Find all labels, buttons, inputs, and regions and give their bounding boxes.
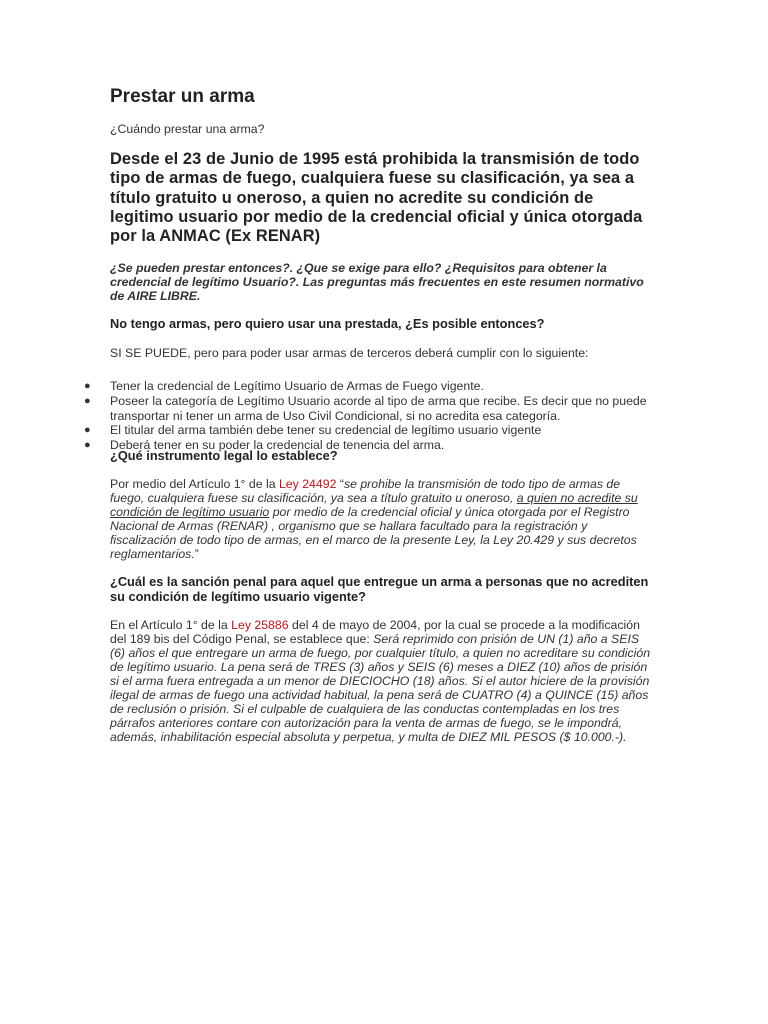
answer-2-quote-close: ” bbox=[194, 547, 199, 562]
ley-24492-link[interactable]: Ley 24492 bbox=[278, 477, 337, 492]
bullet-icon: ● bbox=[84, 424, 91, 437]
lead-paragraph: Desde el 23 de Junio de 1995 está prohibida la transmisión de todo tipo de armas de fuego, cualquiera fuese su clasificación, ya sea a título gratuito u oneroso, a quien no acredite su condición de legitimo usuario por medio de la credencial oficial y única otorgada por la ANMAC (Ex RENAR) bbox=[110, 150, 643, 246]
answer-2-pre: Por medio del Artículo 1° de la bbox=[110, 477, 279, 492]
requirements-list bbox=[84, 379, 664, 453]
page-title: Prestar un arma bbox=[110, 86, 255, 107]
bullet-icon: ● bbox=[84, 439, 91, 452]
answer-3-mid: del 4 de mayo de 2004, por la cual se procede a la modificación del 189 bis del Código Penal, se establece que: bbox=[110, 618, 640, 647]
question-1: No tengo armas, pero quiero usar una prestada, ¿Es posible entonces? bbox=[110, 316, 545, 332]
answer-2-underlined: a quien no acredite su condición de legítimo usuario bbox=[110, 491, 638, 520]
intro-paragraph: ¿Se pueden prestar entonces?. ¿Que se exige para ello? ¿Requisitos para obtener la credencial de legítimo Usuario?. Las preguntas más frecuentes en este resumen normativo de AIRE LIBRE. bbox=[110, 261, 644, 304]
question-3: ¿Cuál es la sanción penal para aquel que entregue un arma a personas que no acrediten su condición de legítimo usuario vigente? bbox=[110, 574, 649, 604]
answer-3-italic: Será reprimido con prisión de UN (1) año a SEIS (6) años el que entregare un arma de fuego, por cualquier título, a quien no acreditare su condición de legítimo usuario. La pena será de TRES (3) años y SEIS (6) meses a DIEZ (10) años de prisión si el arma fuera entregada a un menor de DIECIOCHO (18) años. Si el autor hiciere de la provisión ilegal de armas de fuego una actividad habitual, la pena será de CUATRO (4) a QUINCE (15) años de reclusión o prisión. Si el culpable de cualquiera de las conductas contempladas en los tres párrafos anteriores contare con autorización para la venta de armas de fuego, se le impondrá, además, inhabilitación especial absoluta y perpetua, y multa de DIEZ MIL PESOS ($ 10.000.-). bbox=[110, 632, 651, 745]
question-2: ¿Qué instrumento legal lo establece? bbox=[110, 447, 338, 463]
subtitle: ¿Cuándo prestar una arma? bbox=[110, 122, 265, 136]
bullet-icon: ● bbox=[84, 380, 91, 392]
answer-2-italic-1: se prohibe la transmisión de todo tipo de armas de fuego, cualquiera fuese su clasificación, ya sea a título gratuito u oneroso, bbox=[110, 477, 621, 506]
answer-3 bbox=[110, 618, 655, 744]
ley-25886-link[interactable]: Ley 25886 bbox=[231, 618, 289, 633]
list-item-text: Deberá tener en su poder la credencial de tenencia del arma. bbox=[110, 438, 445, 453]
bullet-icon: ● bbox=[84, 394, 91, 407]
list-item-text: Tener la credencial de Legítimo Usuario de Armas de Fuego vigente. bbox=[110, 379, 484, 393]
answer-2 bbox=[110, 477, 655, 561]
list-item-text: El titular del arma también debe tener su credencial de legítimo usuario vigente bbox=[110, 423, 542, 438]
answer-2-italic-2: por medio de la credencial oficial y única otorgada por el Registro Nacional de Armas (RENAR) , organismo que se hallara facultado para la registración y fiscalización de todo tipo de armas, en el marco de la presente Ley, la Ley 20.429 y sus decretos reglamentarios. bbox=[110, 505, 637, 562]
answer-2-quote-open: “ bbox=[336, 477, 344, 492]
list-item-text: Poseer la categoría de Legítimo Usuario acorde al tipo de arma que recibe. Es decir que no puede transportar ni tener un arma de Uso Civil Condicional, si no acredita esa categoría. bbox=[110, 393, 647, 423]
answer-1: SI SE PUEDE, pero para poder usar armas de terceros deberá cumplir con lo siguiente: bbox=[110, 345, 589, 360]
list-item bbox=[84, 423, 664, 438]
list-item bbox=[84, 438, 664, 453]
list-item bbox=[84, 379, 664, 394]
answer-3-pre: En el Artículo 1° de la bbox=[110, 618, 232, 633]
list-item bbox=[84, 394, 664, 424]
